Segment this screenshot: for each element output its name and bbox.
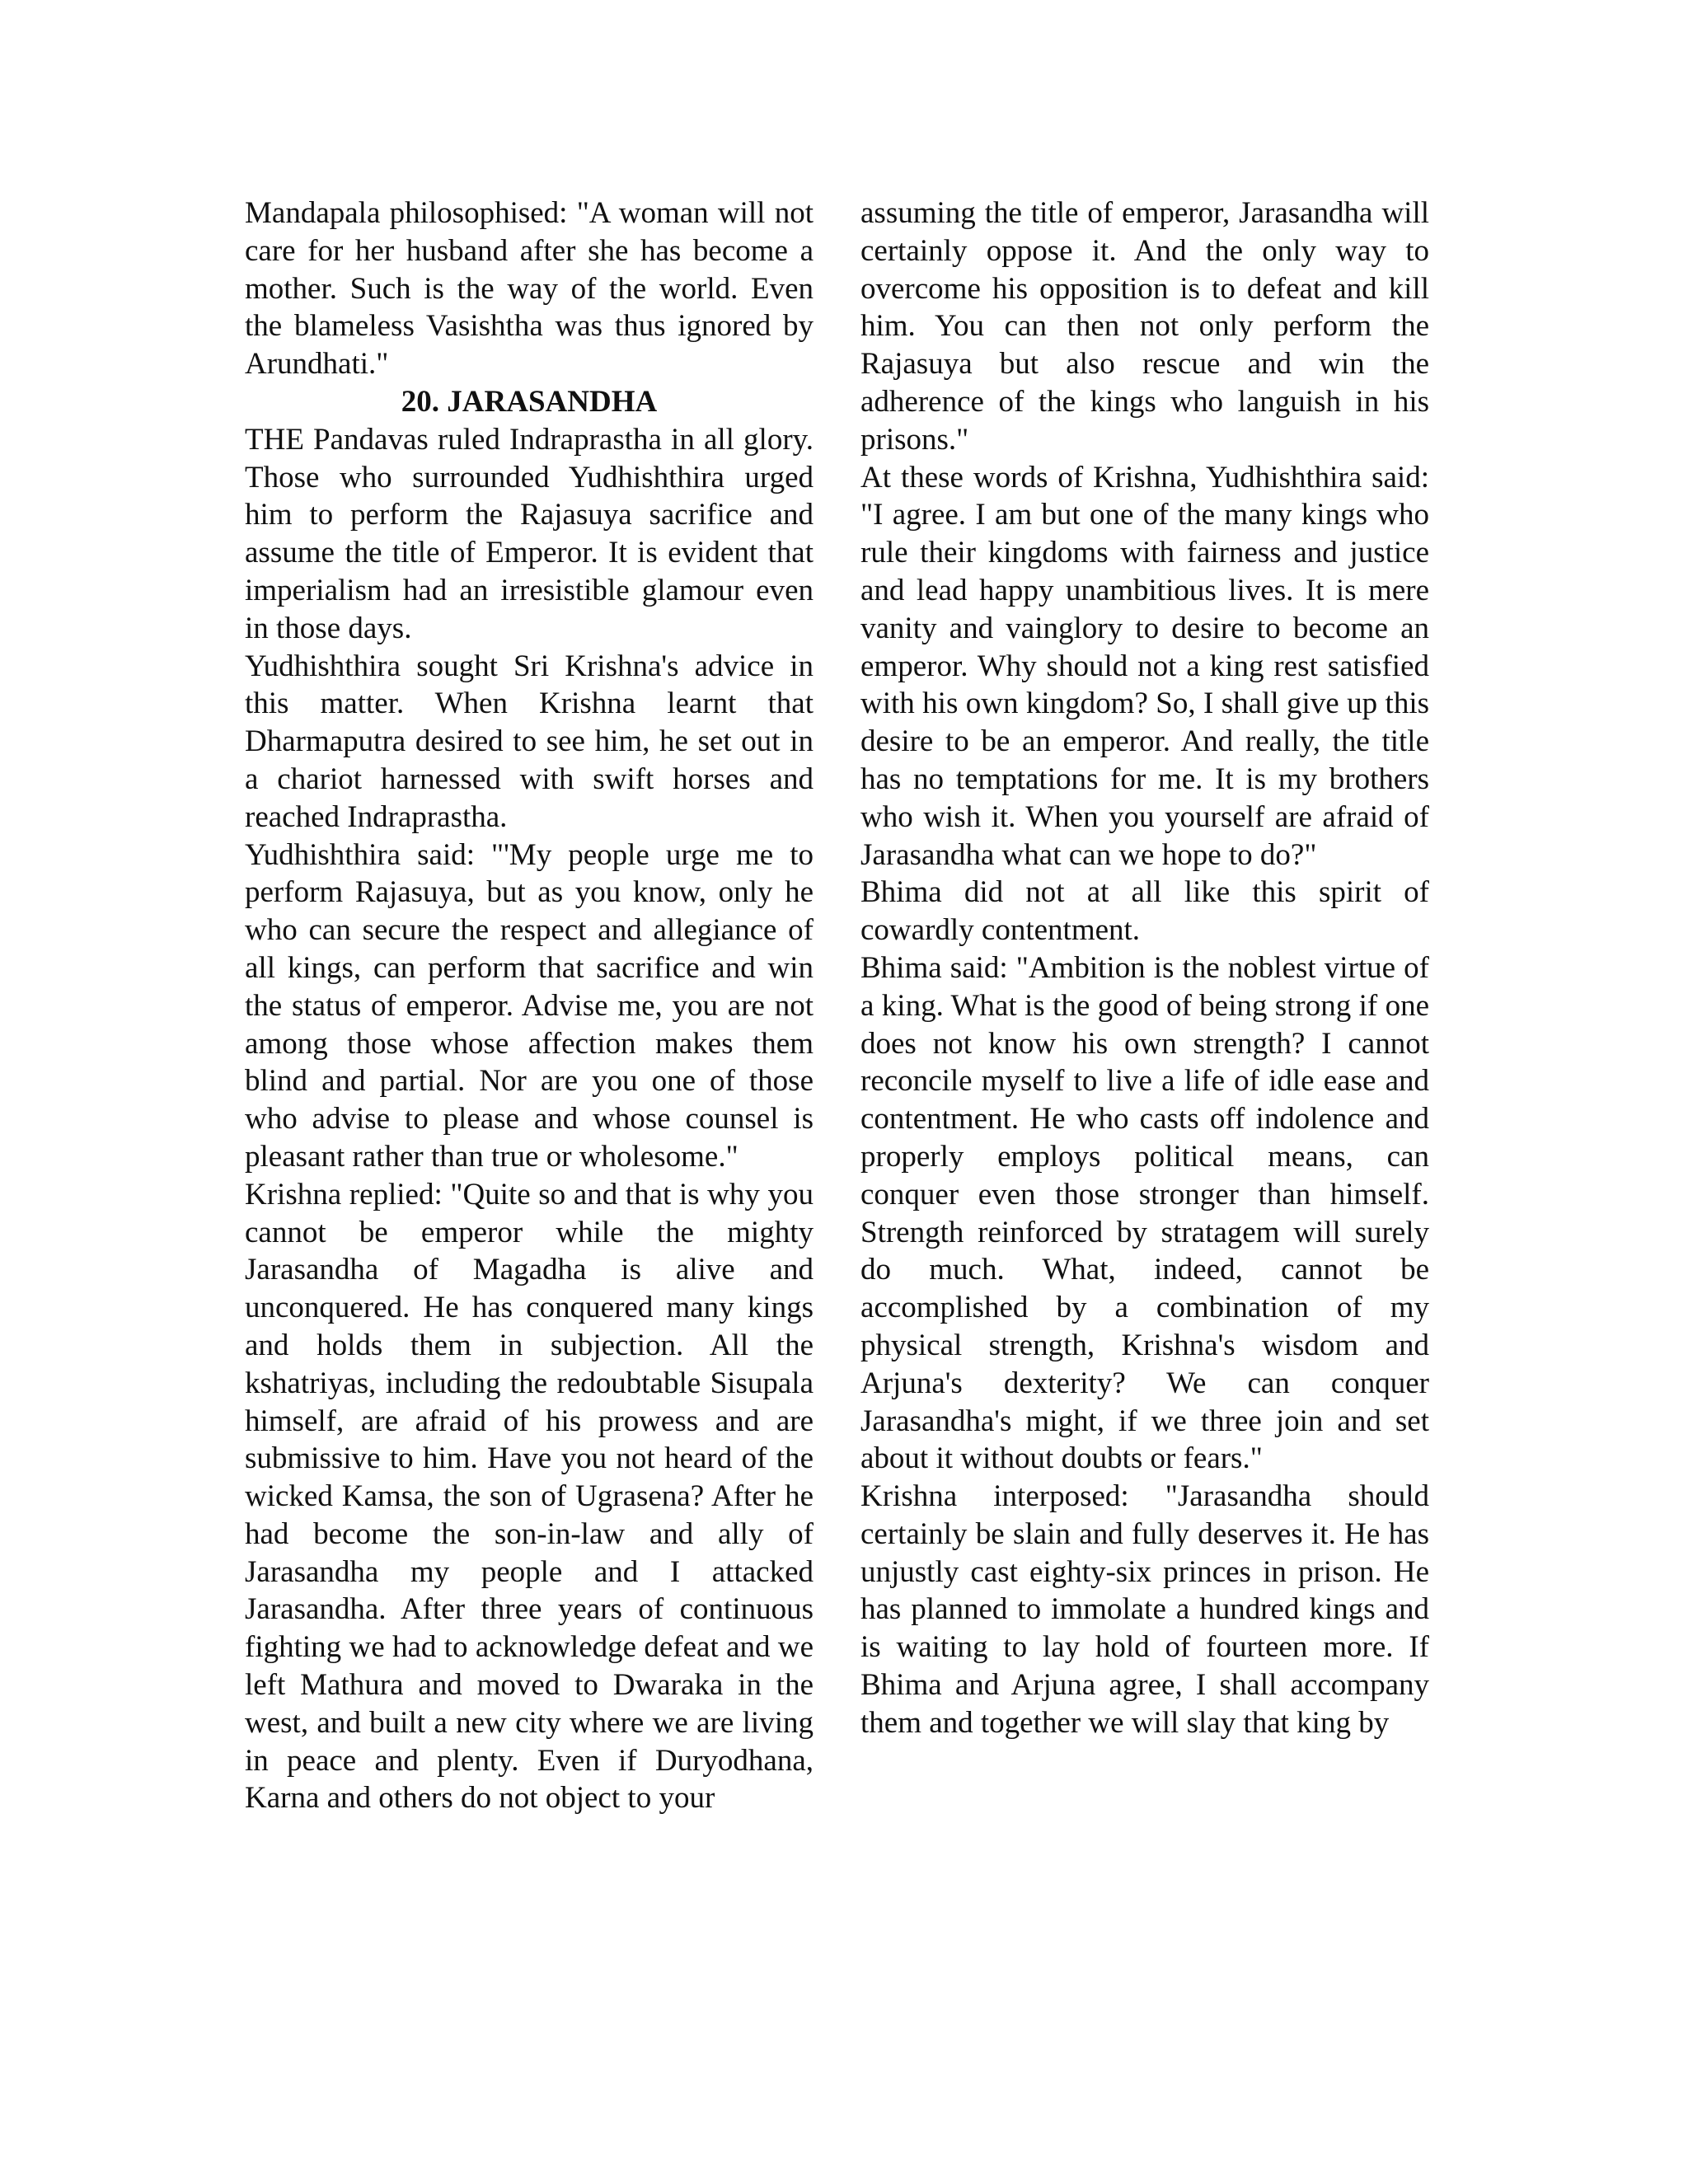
left-column [245, 194, 814, 1817]
paragraph-mandapala: Mandapala philosophised: "A woman will not care for her husband after she has become a mother. Such is the way of the world. Even the blameless Vasishtha was thus ignored by Arundhati." [245, 196, 814, 382]
chapter-heading: 20. JARASANDHA [401, 384, 658, 419]
right-column [860, 194, 1429, 1742]
paragraph-yudhishthira-agrees: At these words of Krishna, Yudhishthira said: "I agree. I am but one of the many kings who rule their kingdoms with fairness and justice and lead happy unambitious lives. It is mere vanity and vainglory to desire to become an emperor. Why should not a king rest satisfied with his own kingdom? So, I shall give up this desire to be an emperor. And really, the title has no temptations for me. It is my brothers who wish it. When you yourself are afraid of Jarasandha what can we hope to do?" [860, 460, 1429, 872]
paragraph-krishna-reply: Krishna replied: "Quite so and that is why you cannot be emperor while the mighty Jarasandha of Magadha is alive and unconquered. He has conquered many kings and holds them in subjection. All the kshatriyas, including the redoubtable Sisupala himself, are afraid of his prowess and are submissive to him. Have you not heard of the wicked Kamsa, the son of Ugrasena? After he had become the son-in-law and ally of Jarasandha my people and I attacked Jarasandha. After three years of continuous fighting we had to acknowledge defeat and we left Mathura and moved to Dwaraka in the west, and built a new city where we are living in peace and plenty. Even if Duryodhana, Karna and others do not object to your [245, 1177, 814, 1816]
paragraph-pandavas-rule: THE Pandavas ruled Indraprastha in all glory. Those who surrounded Yudhishthira urged him to perform the Rajasuya sacrifice and assume the title of Emperor. It is evident that imperialism had an irresistible glamour even in those days. [245, 422, 814, 645]
paragraph-krishna-advice: Yudhishthira sought Sri Krishna's advice in this matter. When Krishna learnt that Dharmaputra desired to see him, he set out in a chariot harnessed with swift horses and reached Indraprastha. [245, 649, 814, 834]
paragraph-krishna-interposed: Krishna interposed: "Jarasandha should certainly be slain and fully deserves it. He has unjustly cast eighty-six princes in prison. He has planned to immolate a hundred kings and is waiting to lay hold of fourteen more. If Bhima and Arjuna agree, I shall accompany them and together we will slay that king by [860, 1479, 1429, 1740]
paragraph-krishna-reply-continued: assuming the title of emperor, Jarasandha will certainly oppose it. And the only way to overcome his opposition is to defeat and kill him. You can then not only perform the Rajasuya but also rescue and win the adherence of the kings who languish in his prisons." [860, 196, 1429, 457]
paragraph-yudhishthira-speech: Yudhishthira said: "'My people urge me to perform Rajasuya, but as you know, only he who can secure the respect and allegiance of all kings, can perform that sacrifice and win the status of emperor. Advise me, you are not among those whose affection makes them blind and partial. Nor are you one of those who advise to please and whose counsel is pleasant rather than true or wholesome." [245, 837, 814, 1174]
paragraph-bhima-speech: Bhima said: "Ambition is the noblest virtue of a king. What is the good of being strong if one does not know his own strength? I cannot reconcile myself to live a life of idle ease and contentment. He who casts off indolence and properly employs political means, can conquer even those stronger than himself. Strength reinforced by stratagem will surely do much. What, indeed, cannot be accomplished by a combination of my physical strength, Krishna's wisdom and Arjuna's dexterity? We can conquer Jarasandha's might, if we three join and set about it without doubts or fears." [860, 950, 1429, 1476]
paragraph-bhima-dislike: Bhima did not at all like this spirit of cowardly contentment. [860, 875, 1429, 948]
